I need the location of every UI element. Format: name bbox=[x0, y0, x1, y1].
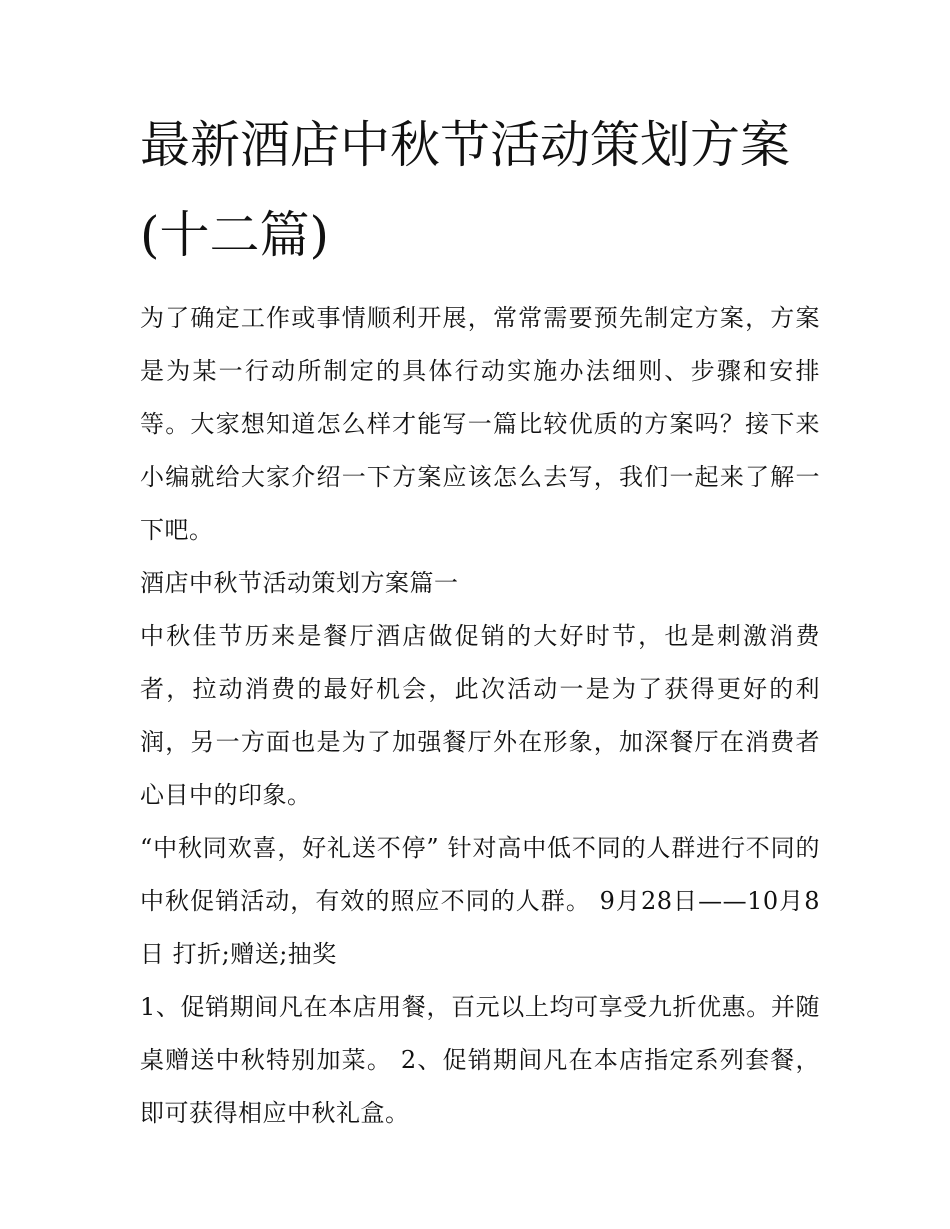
section-heading: 酒店中秋节活动策划方案篇一 bbox=[140, 569, 459, 597]
body-paragraph: 1、促销期间凡在本店用餐，百元以上均可享受九折优惠。并随桌赠送中秋特别加菜。 2、促销期间凡在本店指定系列套餐，即可获得相应中秋礼盒。 bbox=[140, 993, 820, 1127]
document-page bbox=[140, 100, 820, 1140]
intro-paragraph: 为了确定工作或事情顺利开展，常常需要预先制定方案，方案是为某一行动所制定的具体行动实施办法细则、步骤和安排等。大家想知道怎么样才能写一篇比较优质的方案吗？接下来小编就给大家介绍一下方案应该怎么去写，我们一起来了解一下吧。 bbox=[140, 304, 820, 544]
document-title: 最新酒店中秋节活动策划方案(十二篇) bbox=[140, 116, 790, 264]
body-paragraph: “中秋同欢喜，好礼送不停” 针对高中低不同的人群进行不同的中秋促销活动，有效的照应不同的人群。 9月28日——10月8日 打折;赠送;抽奖 bbox=[140, 834, 820, 968]
body-paragraph: 中秋佳节历来是餐厅酒店做促销的大好时节，也是刺激消费者，拉动消费的最好机会，此次活动一是为了获得更好的利润，另一方面也是为了加强餐厅外在形象，加深餐厅在消费者心目中的印象。 bbox=[140, 622, 820, 809]
